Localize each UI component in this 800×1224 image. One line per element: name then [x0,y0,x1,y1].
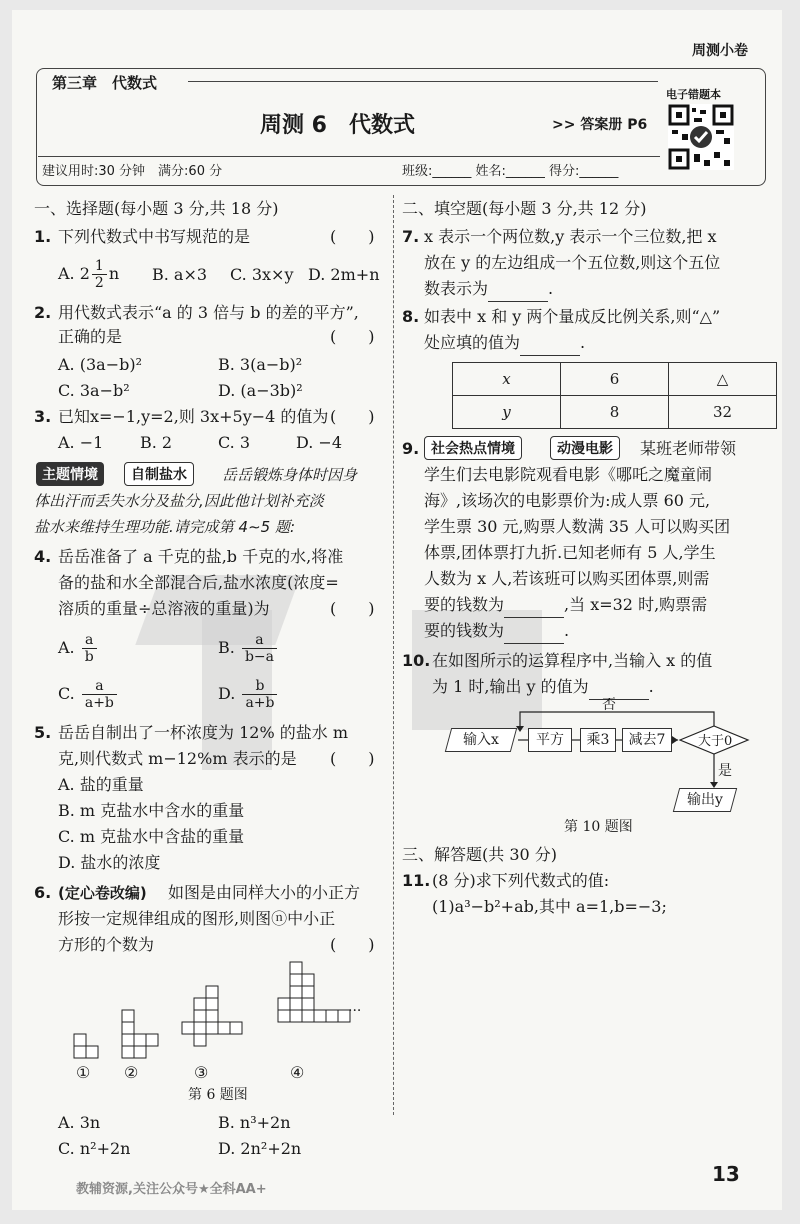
square [302,998,314,1010]
stem-text: 要的钱数为 [424,595,505,614]
option-c: C. m 克盐水中含盐的重量 [58,827,245,846]
question-stem: 方形的个数为 [58,935,155,954]
pattern-figure [68,950,368,1070]
square [278,998,290,1010]
table-cell: 8 [561,396,669,429]
answer-blank[interactable] [520,337,580,356]
flow-output-box [673,788,737,812]
table-cell: x [453,363,561,396]
option-a [58,632,99,665]
time-score-rule [38,156,660,157]
square [122,1046,134,1058]
exam-page [12,10,782,1210]
question-stem: 形按一定规律组成的图形,则图ⓝ中小正 [58,909,336,928]
square [194,1034,206,1046]
option-c-label: C. [58,684,75,703]
question-number: 3. [34,407,52,426]
option-a: A. −1 [58,433,104,452]
question-number: 2. [34,303,52,322]
option-d: D. 盐水的浓度 [58,853,161,872]
stem-text: ,当 x=32 时,购票需 [564,595,708,614]
fraction-numerator: 1 [92,258,107,275]
page-title: 周测 6 代数式 [260,113,415,138]
square [206,986,218,998]
square [278,1010,290,1022]
qr-label: 电子错题本 [666,88,721,101]
square [194,1010,206,1022]
name-fields: 班级:______ 姓名:______ 得分:______ [402,164,619,179]
tab-label: 周测小卷 [692,43,748,59]
scenario-subtag: 自制盐水 [124,462,194,486]
question-stem: 岳岳自制出了一杯浓度为 12% 的盐水 m [58,723,348,742]
question-number: 8. [402,307,420,326]
xy-table [452,362,777,429]
fraction-denominator: a+b [84,695,114,711]
answer-blank[interactable] [504,625,564,644]
table-row [453,363,777,396]
flow-input-label: 输入x [463,732,499,748]
square [326,1010,338,1022]
table-cell: △ [669,363,777,396]
section-title: 三、解答题(共 30 分) [402,845,558,864]
fraction-numerator: a [242,632,277,649]
option-c: C. 3 [218,433,251,452]
fraction-denominator: b [84,649,94,665]
figure-caption: 第 10 题图 [564,819,633,835]
option-b [218,632,279,665]
question-stem: 海》,该场次的电影票价为:成人票 60 元, [424,491,711,510]
figure-label: ④ [290,1063,305,1082]
square [206,998,218,1010]
flow-input-box [445,728,517,752]
question-stem: 如表中 x 和 y 两个量成反比例关系,则“△” [424,307,721,326]
answer-bracket[interactable]: ( ) [330,935,375,954]
option-b: B. m 克盐水中含水的重量 [58,801,245,820]
square [314,1010,326,1022]
square [74,1046,86,1058]
scenario-text: 体出汗而丢失水分及盐分,因此他计划补充淡 [34,492,324,510]
square [86,1046,98,1058]
stem-text: 处应填的值为 [424,333,521,352]
square [122,1034,134,1046]
fraction-denominator: 2 [94,275,104,291]
answer-blank[interactable] [504,599,564,618]
option-a-var: n [108,264,120,283]
column-divider [393,195,394,1115]
answer-bracket[interactable]: ( ) [330,407,375,426]
scenario-subtag: 动漫电影 [550,436,620,460]
option-d-label: D. [218,684,236,703]
question-stem: 学生票 30 元,购票人数满 35 人可以购买团 [424,517,731,536]
source-tag: (定心卷改编) [58,884,147,902]
square [182,1022,194,1034]
flow-yes-label: 是 [718,763,732,779]
fraction-denominator: a+b [245,695,275,711]
question-stem [432,674,654,700]
square [146,1034,158,1046]
question-stem: 某班老师带领 [640,439,737,458]
question-stem: 体票,团体票打九折.已知老师有 5 人,学生 [424,543,716,562]
scenario-tag: 主题情境 [36,462,104,486]
footer-text: 教辅资源,关注公众号★全科AA+ [76,1182,267,1197]
question-stem: 克,则代数式 m−12%m 表示的是 [58,749,297,768]
answer-bracket[interactable]: ( ) [330,749,375,768]
question-stem [424,618,569,644]
square [206,1022,218,1034]
fraction-denominator: b−a [244,649,274,665]
square [302,986,314,998]
option-a: A. (3a−b)² [58,355,142,374]
flow-sub-box: 减去7 [622,728,672,752]
question-number: 1. [34,227,52,246]
figure-label: ② [124,1063,139,1082]
square [302,1010,314,1022]
option-d [218,678,279,711]
option-d: D. −4 [296,433,343,452]
question-stem: 正确的是 [58,327,123,346]
square [218,1022,230,1034]
stem-text: 要的钱数为 [424,621,505,640]
question-number: 6. [34,883,52,902]
stem-end: . [548,279,554,298]
option-b: B. n³+2n [218,1113,291,1132]
square [290,962,302,974]
answer-ref: >> 答案册 P6 [552,117,648,133]
question-stem: 用代数式表示“a 的 3 倍与 b 的差的平方”, [58,303,359,322]
square [290,986,302,998]
option-d: D. (a−3b)² [218,381,303,400]
scenario-text: 盐水来维持生理功能.请完成第 4∼5 题: [34,518,296,536]
question-stem: 备的盐和水全部混合后,盐水浓度(浓度= [58,573,339,592]
question-number: 5. [34,723,52,742]
option-c: C. 3a−b² [58,381,130,400]
question-stem: 学生们去电影院观看电影《哪吒之魔童闹 [424,465,713,484]
square [134,1046,146,1058]
option-a: A. 3n [58,1113,101,1132]
stem-text: 数表示为 [424,279,489,298]
stem-end: . [580,333,586,352]
page-number: 13 [712,1162,740,1186]
square [290,998,302,1010]
option-c: C. n²+2n [58,1139,131,1158]
question-stem: 已知x=−1,y=2,则 3x+5y−4 的值为 [58,407,329,426]
question-stem [424,330,585,356]
question-stem: 下列代数式中书写规范的是 [58,227,251,246]
answer-bracket[interactable]: ( ) [330,327,375,346]
header-rule [188,81,658,82]
question-number: 10. [402,651,431,670]
option-b: B. a×3 [152,265,208,284]
square [230,1022,242,1034]
option-b: B. 2 [140,433,173,452]
option-b-label: B. [218,638,235,657]
flow-mult-box: 乘3 [580,728,616,752]
question-stem: (8 分)求下列代数式的值: [432,871,610,890]
fraction-numerator: b [242,678,277,695]
option-a: A. 盐的重量 [58,775,144,794]
question-stem: 溶质的重量÷总溶液的重量)为 [58,599,270,618]
question-stem: 在如图所示的运算程序中,当输入 x 的值 [432,651,713,670]
option-a-label: A. 2 [58,264,90,283]
square [290,974,302,986]
question-number: 11. [402,871,431,890]
question-stem [424,592,707,618]
stem-text: 为 1 时,输出 y 的值为 [432,677,589,696]
question-stem: (1)a³−b²+ab,其中 a=1,b=−3; [432,897,667,916]
table-cell: 32 [669,396,777,429]
stem-end: . [648,677,654,696]
answer-blank[interactable] [488,283,548,302]
square [302,974,314,986]
square [74,1034,86,1046]
stem-end: . [564,621,570,640]
fraction-numerator: a [82,678,117,695]
square [290,1010,302,1022]
answer-bracket[interactable]: ( ) [330,227,375,246]
scenario-tag: 社会热点情境 [424,436,522,460]
figure-label: ③ [194,1063,209,1082]
question-stem: 岳岳准备了 a 千克的盐,b 千克的水,将准 [58,547,344,566]
square [122,1010,134,1022]
square [134,1034,146,1046]
chapter-label: 第三章 代数式 [48,72,161,93]
option-d: D. 2n²+2n [218,1139,302,1158]
fraction-numerator: a [82,632,97,649]
square [122,1022,134,1034]
flow-output-label: 输出y [687,792,723,808]
square [194,1022,206,1034]
scenario-text: 岳岳锻炼身体时因身 [222,466,358,484]
figure-caption: 第 6 题图 [188,1087,248,1103]
option-c [58,678,119,711]
ellipsis: ··· [348,1003,362,1019]
section-title: 一、选择题(每小题 3 分,共 18 分) [34,199,279,218]
time-info: 建议用时:30 分钟 满分:60 分 [42,164,223,179]
flow-square-box: 平方 [528,728,572,752]
question-number: 7. [402,227,420,246]
question-stem: x 表示一个两位数,y 表示一个三位数,把 x [424,227,717,246]
flow-cond-label: 大于0 [698,734,733,749]
square [206,1010,218,1022]
question-stem: 人数为 x 人,若该班可以购买团体票,则需 [424,569,710,588]
option-d: D. 2m+n [308,265,380,284]
qr-code-icon[interactable] [668,104,734,170]
square [194,998,206,1010]
question-stem: 如图是由同样大小的小正方 [168,883,361,902]
question-stem [424,276,553,302]
table-cell: 6 [561,363,669,396]
flow-no-label: 否 [602,697,616,713]
section-title: 二、填空题(每小题 3 分,共 12 分) [402,199,647,218]
option-a-label: A. [58,638,75,657]
option-c: C. 3x×y [230,265,294,284]
question-number: 9. [402,439,420,458]
table-cell: y [453,396,561,429]
figure-label: ① [76,1063,91,1082]
option-a [58,258,119,291]
question-stem: 放在 y 的左边组成一个五位数,则这个五位 [424,253,721,272]
option-b: B. 3(a−b)² [218,355,303,374]
table-row [453,396,777,429]
answer-blank[interactable] [589,681,649,700]
answer-bracket[interactable]: ( ) [330,599,375,618]
question-number: 4. [34,547,52,566]
